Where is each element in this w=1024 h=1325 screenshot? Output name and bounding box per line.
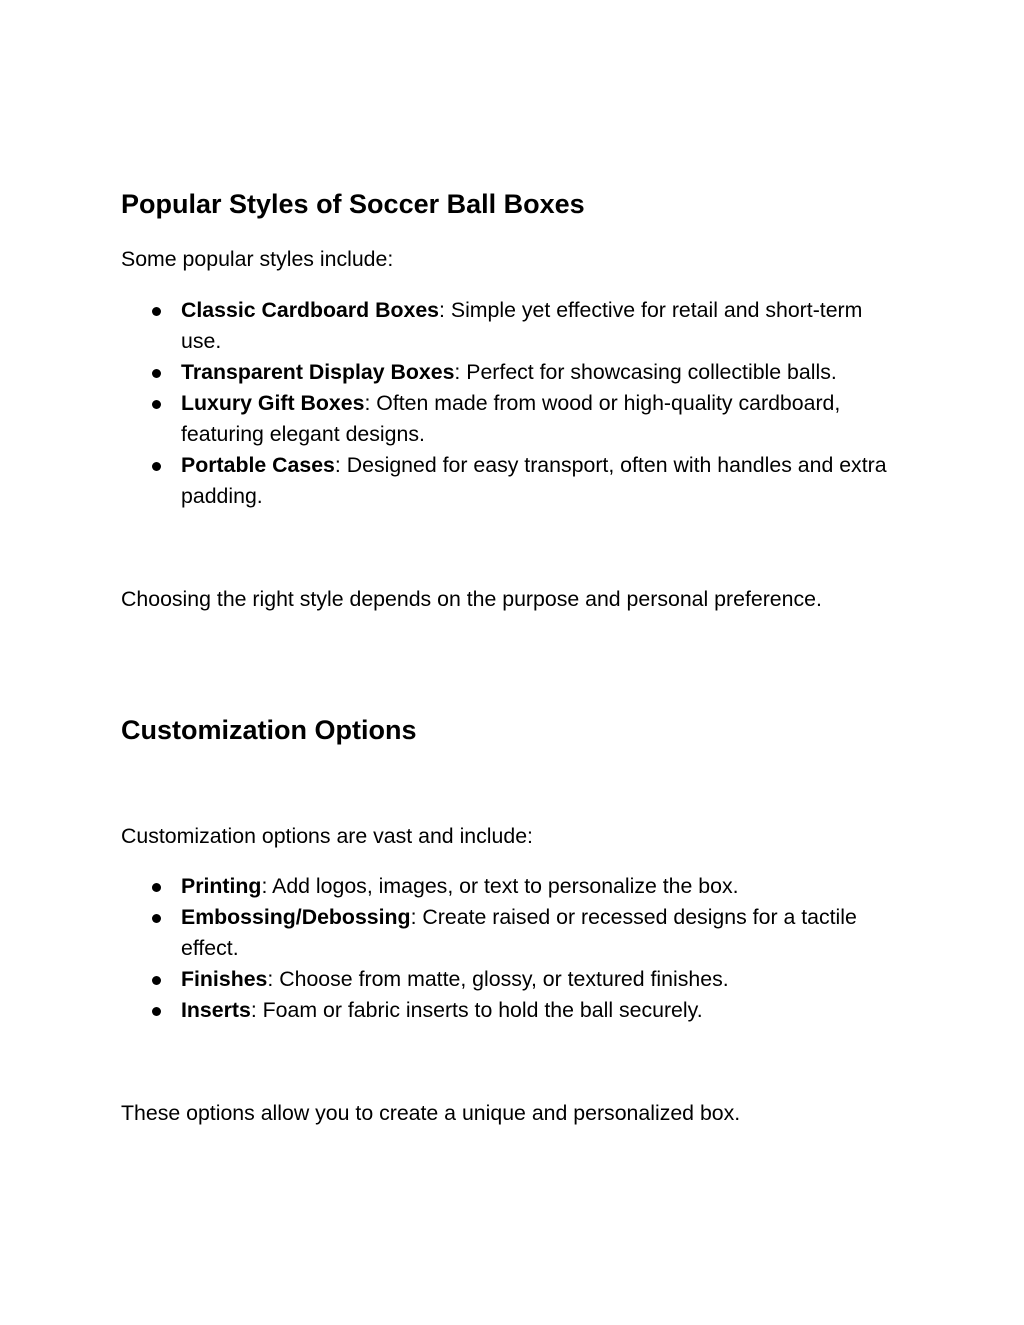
- list-item: [121, 902, 906, 964]
- list-item-description: : Often made from wood or high-quality cardboard, featuring elegant designs.: [181, 391, 841, 446]
- bullet-icon: [152, 883, 161, 892]
- bullet-icon: [152, 976, 161, 985]
- list-item-description: : Add logos, images, or text to personalize the box.: [261, 874, 739, 898]
- bullet-icon: [152, 307, 161, 316]
- list-item-term: Inserts: [181, 998, 251, 1022]
- bullet-icon: [152, 369, 161, 378]
- bullet-icon: [152, 462, 161, 471]
- list-item-description: : Designed for easy transport, often with handles and extra padding.: [181, 453, 887, 508]
- list-item-term: Printing: [181, 874, 262, 898]
- section-heading-customization: Customization Options: [121, 715, 417, 745]
- bullet-icon: [152, 400, 161, 409]
- bullet-icon: [152, 914, 161, 923]
- bullet-icon: [152, 1007, 161, 1016]
- list-item-term: Portable Cases: [181, 453, 335, 477]
- customization-options-list: [121, 871, 921, 1026]
- list-item-term: Embossing/Debossing: [181, 905, 411, 929]
- list-item-term: Transparent Display Boxes: [181, 360, 455, 384]
- list-item: [121, 450, 906, 512]
- list-item-description: : Foam or fabric inserts to hold the ball securely.: [250, 998, 703, 1022]
- list-item-description: : Choose from matte, glossy, or textured finishes.: [267, 967, 729, 991]
- section-closing-customization: These options allow you to create a unique and personalized box.: [121, 1101, 741, 1125]
- list-item-term: Luxury Gift Boxes: [181, 391, 365, 415]
- section-closing-popular-styles: Choosing the right style depends on the purpose and personal preference.: [121, 587, 822, 611]
- list-item-term: Classic Cardboard Boxes: [181, 298, 440, 322]
- list-item: [121, 964, 906, 995]
- list-item: [121, 295, 906, 357]
- list-item: [121, 871, 906, 902]
- list-item-description: : Perfect for showcasing collectible balls.: [454, 360, 837, 384]
- list-item-description: : Simple yet effective for retail and short-term use.: [181, 298, 863, 353]
- list-item: [121, 995, 906, 1026]
- list-item: [121, 357, 906, 388]
- list-item: [121, 388, 906, 450]
- section-heading-popular-styles: Popular Styles of Soccer Ball Boxes: [121, 189, 585, 219]
- list-item-term: Finishes: [181, 967, 268, 991]
- popular-styles-list: [121, 295, 921, 512]
- section-intro-customization: Customization options are vast and include:: [121, 824, 533, 848]
- section-intro-popular-styles: Some popular styles include:: [121, 247, 394, 271]
- list-item-description: : Create raised or recessed designs for a tactile effect.: [181, 905, 857, 960]
